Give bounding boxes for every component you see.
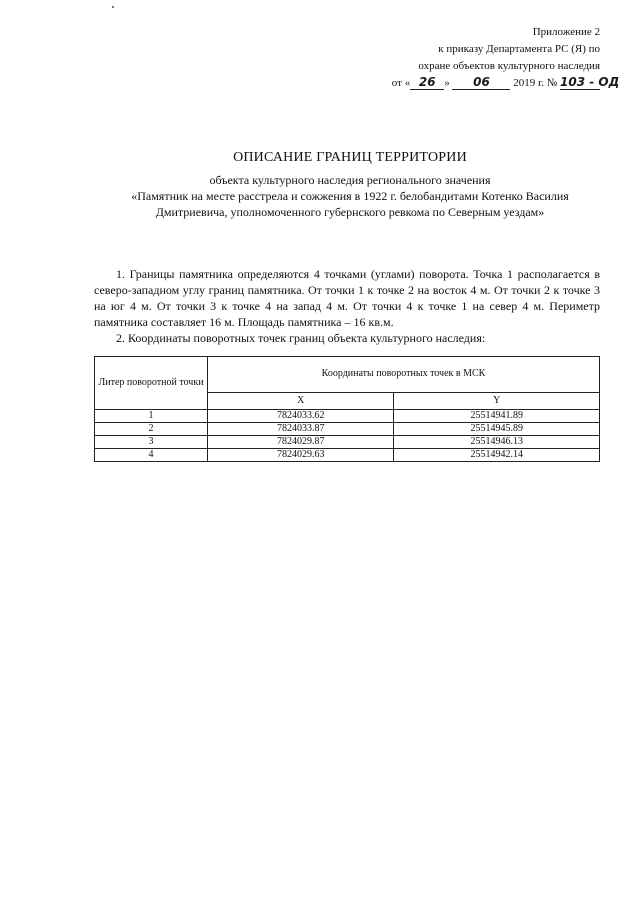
header-x: X [208,392,394,409]
table-header-row [95,357,600,393]
appendix-header [380,24,620,92]
cell-liter: 2 [95,423,208,436]
table-row [95,449,600,462]
table-row [95,410,600,423]
order-date-line [380,75,620,92]
handwritten-order-number: 103 - ОД [560,75,620,89]
header-liter: Литер поворотной точки [95,357,208,410]
header-y: Y [394,392,600,409]
cell-liter: 3 [95,436,208,449]
cell-y: 25514945.89 [394,423,600,436]
title-line-2: объекта культурного наследия регионального значения [209,173,491,187]
paragraph-1: 1. Границы памятника определяются 4 точками (углами) поворота. Точка 1 располагается в северо-западном углу границ памятника. От точки 1 к точке 2 на восток 4 м. От точки 2 к точке 3 на юг 4 м. От точки 3 к точке 4 на запад 4 м. От точки 4 к точке 1 на север 4 м. Периметр памятника составляет 16 м. Площадь памятника – 16 кв.м. [94,267,600,329]
cell-x: 7824033.87 [208,423,394,436]
cell-liter: 1 [95,410,208,423]
year-text: 2019 г. № [513,77,558,89]
paragraph-2: 2. Координаты поворотных точек границ объекта культурного наследия: [116,331,486,345]
coordinates-table [94,356,600,462]
scan-speck [112,6,114,8]
body-text [94,266,600,346]
title-block [60,150,640,220]
appendix-line-2: к приказу Департамента РС (Я) по [438,43,600,55]
handwritten-month: 06 [452,76,510,90]
header-coordinates: Координаты поворотных точек в МСК [208,357,600,393]
date-close: » [444,77,450,89]
appendix-line-1: Приложение 2 [532,26,600,38]
cell-liter: 4 [95,449,208,462]
cell-x: 7824033.62 [208,410,394,423]
table-row [95,436,600,449]
handwritten-day: 26 [410,76,444,90]
cell-y: 25514946.13 [394,436,600,449]
title-line-4: Дмитриевича, уполномоченного губернского ревкома по Северным уездам» [155,205,545,219]
cell-x: 7824029.63 [208,449,394,462]
date-prefix: от « [391,77,411,89]
cell-y: 25514942.14 [394,449,600,462]
cell-y: 25514941.89 [394,410,600,423]
appendix-line-3: охране объектов культурного наследия [418,60,600,72]
document-title: ОПИСАНИЕ ГРАНИЦ ТЕРРИТОРИИ [233,150,467,165]
title-line-3: «Памятник на месте расстрела и сожжения в 1922 г. белобандитами Котенко Василия [131,189,569,203]
cell-x: 7824029.87 [208,436,394,449]
table-row [95,423,600,436]
